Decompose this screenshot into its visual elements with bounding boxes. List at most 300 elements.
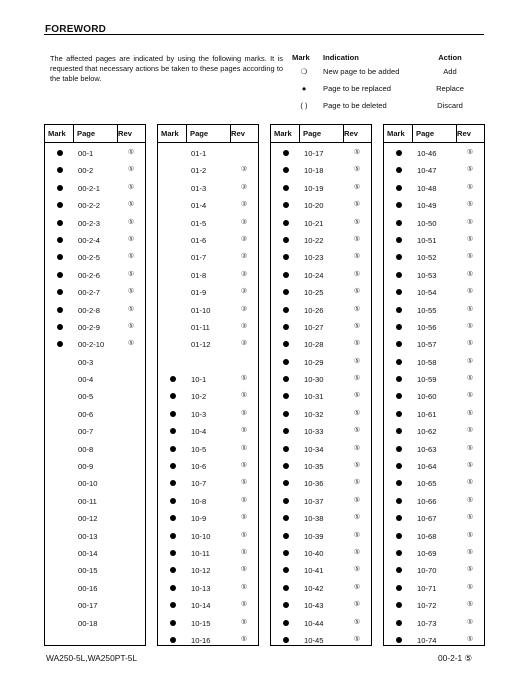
replace-mark-icon <box>283 585 289 591</box>
table-row <box>271 371 371 388</box>
page-cell: 00-12 <box>78 514 98 524</box>
page-cell: 10-23 <box>304 253 324 263</box>
table-row <box>384 615 484 632</box>
rev-cell: ③ <box>240 218 248 226</box>
replace-mark-icon <box>283 324 289 330</box>
page-cell: 10-34 <box>304 444 324 454</box>
rev-cell: ③ <box>240 288 248 296</box>
page-cell: 10-20 <box>304 201 324 211</box>
table-row <box>158 319 258 336</box>
page-cell: 10-36 <box>304 479 324 489</box>
page-cell: 10-71 <box>417 583 437 593</box>
page-cell: 00-4 <box>78 375 94 385</box>
page-cell: 00-2-10 <box>78 340 105 350</box>
table-row <box>45 319 145 336</box>
legend-header <box>290 53 490 67</box>
page-cell: 00-13 <box>78 531 98 541</box>
rev-cell: ⑤ <box>353 583 361 591</box>
page-cell: 10-15 <box>191 618 211 628</box>
rev-cell: ⑤ <box>127 305 135 313</box>
page-cell: 10-10 <box>191 531 211 541</box>
table-row <box>45 615 145 632</box>
table-row <box>271 354 371 371</box>
table-row <box>384 475 484 492</box>
replace-mark-icon <box>283 150 289 156</box>
replace-mark-icon <box>170 637 176 643</box>
table-row <box>271 406 371 423</box>
page-cell: 10-74 <box>417 635 437 645</box>
replace-mark-icon <box>283 376 289 382</box>
header-rev: Rev <box>231 129 245 138</box>
page-cell: 10-29 <box>304 357 324 367</box>
rev-cell: ⑤ <box>240 531 248 539</box>
replace-mark-icon <box>283 480 289 486</box>
header-page: Page <box>303 129 322 138</box>
table-row <box>384 423 484 440</box>
table-row <box>45 597 145 614</box>
delete-mark-icon: ( ) <box>300 101 308 110</box>
rev-cell: ③ <box>240 305 248 313</box>
page-table-column-2 <box>157 124 259 646</box>
rev-cell: ⑤ <box>353 548 361 556</box>
page-cell: 00-7 <box>78 427 94 437</box>
rev-cell: ⑤ <box>353 201 361 209</box>
table-row <box>271 441 371 458</box>
rev-cell: ⑤ <box>127 253 135 261</box>
rev-cell: ⑤ <box>466 305 474 313</box>
page-cell: 10-67 <box>417 514 437 524</box>
table-body <box>158 143 258 649</box>
page-cell: 10-19 <box>304 183 324 193</box>
rev-cell: ⑤ <box>353 462 361 470</box>
replace-mark-icon: ● <box>301 84 307 93</box>
page-cell: 00-2-1 <box>78 183 100 193</box>
table-row <box>384 180 484 197</box>
table-row <box>271 423 371 440</box>
rev-cell: ⑤ <box>466 340 474 348</box>
table-row <box>45 545 145 562</box>
page-cell: 00-2-4 <box>78 235 100 245</box>
legend-indication: New page to be added <box>323 67 400 76</box>
table-row <box>158 615 258 632</box>
header-page: Page <box>190 129 209 138</box>
legend-indication: Page to be deleted <box>323 101 387 110</box>
table-row <box>158 632 258 649</box>
rev-cell: ⑤ <box>353 340 361 348</box>
page-cell: 10-5 <box>191 444 207 454</box>
page-cell: 10-52 <box>417 253 437 263</box>
table-header <box>271 125 371 143</box>
table-row <box>271 180 371 197</box>
page-cell: 10-57 <box>417 340 437 350</box>
table-row <box>158 354 258 371</box>
rev-cell: ⑤ <box>466 235 474 243</box>
replace-mark-icon <box>396 498 402 504</box>
table-row <box>271 475 371 492</box>
page-cell: 10-38 <box>304 514 324 524</box>
page-table-column-3 <box>270 124 372 646</box>
page-cell: 01-4 <box>191 201 207 211</box>
table-row <box>45 336 145 353</box>
replace-mark-icon <box>170 567 176 573</box>
page-title: FOREWORD <box>45 24 107 35</box>
table-row <box>45 441 145 458</box>
page-cell: 01-11 <box>191 322 210 332</box>
table-row <box>45 197 145 214</box>
rev-cell: ③ <box>240 340 248 348</box>
legend-action: Replace <box>436 84 464 93</box>
rev-cell: ③ <box>240 235 248 243</box>
replace-mark-icon <box>57 289 63 295</box>
legend-row-add <box>290 67 490 84</box>
table-row <box>45 249 145 266</box>
page-cell: 10-2 <box>191 392 207 402</box>
page-cell: 00-2-6 <box>78 270 100 280</box>
table-row <box>271 197 371 214</box>
replace-mark-icon <box>57 167 63 173</box>
table-row <box>271 388 371 405</box>
page-cell: 10-9 <box>191 514 207 524</box>
table-row <box>45 562 145 579</box>
page-cell: 00-6 <box>78 409 94 419</box>
replace-mark-icon <box>283 637 289 643</box>
page-cell: 10-31 <box>304 392 324 402</box>
rev-cell: ⑤ <box>466 357 474 365</box>
table-row <box>158 197 258 214</box>
page-cell: 10-3 <box>191 409 207 419</box>
replace-mark-icon <box>396 428 402 434</box>
replace-mark-icon <box>57 237 63 243</box>
replace-mark-icon <box>283 446 289 452</box>
page-cell: 00-1 <box>78 149 94 158</box>
table-row <box>45 267 145 284</box>
rev-cell: ③ <box>240 201 248 209</box>
replace-mark-icon <box>396 411 402 417</box>
rev-cell: ⑤ <box>353 149 361 156</box>
rev-cell: ③ <box>240 253 248 261</box>
page-cell: 00-2-5 <box>78 253 100 263</box>
page-cell: 10-35 <box>304 462 324 472</box>
table-row <box>45 580 145 597</box>
rev-cell: ⑤ <box>466 496 474 504</box>
rev-cell: ⑤ <box>466 479 474 487</box>
rev-cell: ⑤ <box>240 566 248 574</box>
table-row <box>384 371 484 388</box>
page-table-column-4 <box>383 124 485 646</box>
page-cell: 00-15 <box>78 566 98 576</box>
table-row <box>158 475 258 492</box>
table-row <box>158 597 258 614</box>
rev-cell: ⑤ <box>240 479 248 487</box>
legend-header-mark: Mark <box>292 53 310 62</box>
intro-text: The affected pages are indicated by using the following marks. It is requested that necessary actions be taken to these pages according to the table below. <box>50 54 283 83</box>
table-row <box>271 302 371 319</box>
replace-mark-icon <box>170 480 176 486</box>
replace-mark-icon <box>396 167 402 173</box>
rev-cell: ⑤ <box>240 375 248 383</box>
header-divider <box>73 125 74 142</box>
rev-cell: ⑤ <box>353 409 361 417</box>
page-cell: 10-8 <box>191 496 207 506</box>
rev-cell: ⑤ <box>466 601 474 609</box>
replace-mark-icon <box>170 620 176 626</box>
table-row <box>158 423 258 440</box>
table-row <box>158 336 258 353</box>
rev-cell: ⑤ <box>240 496 248 504</box>
page-cell: 01-1 <box>191 149 207 158</box>
replace-mark-icon <box>57 220 63 226</box>
table-row <box>384 336 484 353</box>
table-row <box>45 458 145 475</box>
replace-mark-icon <box>170 376 176 382</box>
table-row <box>384 597 484 614</box>
page-cell: 01-10 <box>191 305 211 315</box>
page-cell: 00-16 <box>78 583 98 593</box>
rev-cell: ⑤ <box>466 149 474 156</box>
page-cell: 10-13 <box>191 583 211 593</box>
rev-cell: ⑤ <box>240 427 248 435</box>
table-row <box>158 162 258 179</box>
page-cell: 10-68 <box>417 531 437 541</box>
page-cell: 10-51 <box>417 235 437 245</box>
page-cell: 10-60 <box>417 392 437 402</box>
rev-cell: ⑤ <box>353 427 361 435</box>
replace-mark-icon <box>396 393 402 399</box>
rev-cell: ⑤ <box>127 183 135 191</box>
replace-mark-icon <box>283 550 289 556</box>
rev-cell: ⑤ <box>466 253 474 261</box>
page-cell: 00-2-9 <box>78 322 100 332</box>
page-cell: 10-72 <box>417 601 437 611</box>
replace-mark-icon <box>396 202 402 208</box>
rev-cell: ⑤ <box>353 357 361 365</box>
legend-table <box>290 53 490 118</box>
replace-mark-icon <box>396 307 402 313</box>
rev-cell: ⑤ <box>466 548 474 556</box>
replace-mark-icon <box>283 341 289 347</box>
table-row <box>158 249 258 266</box>
header-mark: Mark <box>387 129 405 138</box>
replace-mark-icon <box>396 272 402 278</box>
page-cell: 01-12 <box>191 340 211 350</box>
rev-cell: ⑤ <box>353 235 361 243</box>
page-cell: 10-17 <box>304 149 324 158</box>
table-row <box>271 493 371 510</box>
table-row <box>45 475 145 492</box>
page-cell: 00-2-3 <box>78 218 100 228</box>
rev-cell: ⑤ <box>466 462 474 470</box>
replace-mark-icon <box>170 515 176 521</box>
table-row <box>384 632 484 649</box>
table-row <box>271 580 371 597</box>
rev-cell: ⑤ <box>240 635 248 643</box>
table-row <box>384 510 484 527</box>
table-row <box>45 388 145 405</box>
rev-cell: ⑤ <box>353 183 361 191</box>
page-cell: 01-7 <box>191 253 207 263</box>
rev-cell: ⑤ <box>127 322 135 330</box>
replace-mark-icon <box>396 567 402 573</box>
table-row <box>158 458 258 475</box>
page-cell: 01-3 <box>191 183 207 193</box>
page-cell: 10-73 <box>417 618 437 628</box>
page-cell: 10-11 <box>191 548 210 558</box>
table-row <box>384 232 484 249</box>
replace-mark-icon <box>283 567 289 573</box>
rev-cell: ⑤ <box>466 618 474 626</box>
page-cell: 01-5 <box>191 218 207 228</box>
replace-mark-icon <box>283 620 289 626</box>
table-row <box>271 528 371 545</box>
replace-mark-icon <box>57 254 63 260</box>
replace-mark-icon <box>283 167 289 173</box>
table-row <box>158 232 258 249</box>
page-cell: 10-59 <box>417 375 437 385</box>
rev-cell: ⑤ <box>353 618 361 626</box>
replace-mark-icon <box>170 550 176 556</box>
rev-cell: ⑤ <box>466 183 474 191</box>
table-row <box>158 545 258 562</box>
header-divider <box>456 125 457 142</box>
page-cell: 10-37 <box>304 496 324 506</box>
table-row <box>271 319 371 336</box>
page-cell: 10-55 <box>417 305 437 315</box>
replace-mark-icon <box>57 272 63 278</box>
table-row <box>384 284 484 301</box>
rev-cell: ⑤ <box>466 375 474 383</box>
header-mark: Mark <box>48 129 66 138</box>
header-divider <box>230 125 231 142</box>
replace-mark-icon <box>170 533 176 539</box>
rev-cell: ⑤ <box>466 392 474 400</box>
replace-mark-icon <box>283 393 289 399</box>
page-cell: 10-26 <box>304 305 324 315</box>
rev-cell: ⑤ <box>353 288 361 296</box>
title-underline <box>44 34 484 35</box>
replace-mark-icon <box>57 185 63 191</box>
rev-cell: ⑤ <box>466 514 474 522</box>
rev-cell: ⑤ <box>353 322 361 330</box>
rev-cell: ⑤ <box>353 514 361 522</box>
page-cell: 10-7 <box>191 479 207 489</box>
table-row <box>45 493 145 510</box>
rev-cell: ⑤ <box>353 635 361 643</box>
replace-mark-icon <box>57 307 63 313</box>
rev-cell: ③ <box>240 270 248 278</box>
page-cell: 10-24 <box>304 270 324 280</box>
page-cell: 10-69 <box>417 548 437 558</box>
table-row <box>271 615 371 632</box>
new-page-mark-icon: ❍ <box>300 67 308 76</box>
header-divider <box>412 125 413 142</box>
rev-cell: ⑤ <box>466 427 474 435</box>
replace-mark-icon <box>57 202 63 208</box>
replace-mark-icon <box>57 150 63 156</box>
table-row <box>384 267 484 284</box>
replace-mark-icon <box>396 150 402 156</box>
replace-mark-icon <box>396 533 402 539</box>
replace-mark-icon <box>396 220 402 226</box>
table-row <box>45 354 145 371</box>
replace-mark-icon <box>396 376 402 382</box>
replace-mark-icon <box>283 411 289 417</box>
table-row <box>45 215 145 232</box>
header-rev: Rev <box>457 129 471 138</box>
page-cell: 10-18 <box>304 166 324 176</box>
header-rev: Rev <box>118 129 132 138</box>
rev-cell: ⑤ <box>466 218 474 226</box>
table-row <box>271 597 371 614</box>
table-row <box>384 493 484 510</box>
header-divider <box>117 125 118 142</box>
replace-mark-icon <box>170 411 176 417</box>
table-row <box>271 145 371 162</box>
replace-mark-icon <box>396 289 402 295</box>
page-cell: 00-11 <box>78 496 97 506</box>
replace-mark-icon <box>283 237 289 243</box>
table-row <box>384 215 484 232</box>
page-cell: 00-17 <box>78 601 98 611</box>
legend-action: Add <box>443 67 457 76</box>
rev-cell: ⑤ <box>127 235 135 243</box>
table-row <box>45 302 145 319</box>
legend-row-delete <box>290 101 490 118</box>
page-cell: 00-2 <box>78 166 94 176</box>
page-cell: 10-4 <box>191 427 207 437</box>
replace-mark-icon <box>170 585 176 591</box>
rev-cell: ⑤ <box>353 531 361 539</box>
page-cell: 10-16 <box>191 635 211 645</box>
rev-cell: ⑤ <box>240 618 248 626</box>
rev-cell: ⑤ <box>240 514 248 522</box>
replace-mark-icon <box>57 324 63 330</box>
rev-cell: ③ <box>240 183 248 191</box>
table-row <box>384 249 484 266</box>
replace-mark-icon <box>283 533 289 539</box>
table-row <box>271 562 371 579</box>
replace-mark-icon <box>396 637 402 643</box>
rev-cell: ⑤ <box>353 270 361 278</box>
table-row <box>45 423 145 440</box>
rev-cell: ⑤ <box>466 566 474 574</box>
header-page: Page <box>416 129 435 138</box>
page-cell: 01-2 <box>191 166 207 176</box>
page-cell: 10-53 <box>417 270 437 280</box>
page-cell: 00-10 <box>78 479 98 489</box>
replace-mark-icon <box>283 515 289 521</box>
rev-cell: ⑤ <box>240 409 248 417</box>
table-row <box>384 197 484 214</box>
replace-mark-icon <box>170 463 176 469</box>
replace-mark-icon <box>283 359 289 365</box>
replace-mark-icon <box>283 220 289 226</box>
table-row <box>158 580 258 597</box>
page-cell: 10-41 <box>304 566 324 576</box>
page-cell: 10-46 <box>417 149 437 158</box>
rev-cell: ⑤ <box>353 496 361 504</box>
rev-cell: ⑤ <box>127 218 135 226</box>
replace-mark-icon <box>283 498 289 504</box>
table-row <box>271 284 371 301</box>
rev-cell: ⑤ <box>127 288 135 296</box>
replace-mark-icon <box>396 620 402 626</box>
replace-mark-icon <box>283 463 289 469</box>
page-cell: 10-61 <box>417 409 437 419</box>
table-row <box>384 562 484 579</box>
table-row <box>384 145 484 162</box>
page-cell: 10-54 <box>417 288 437 298</box>
page-cell: 00-8 <box>78 444 94 454</box>
